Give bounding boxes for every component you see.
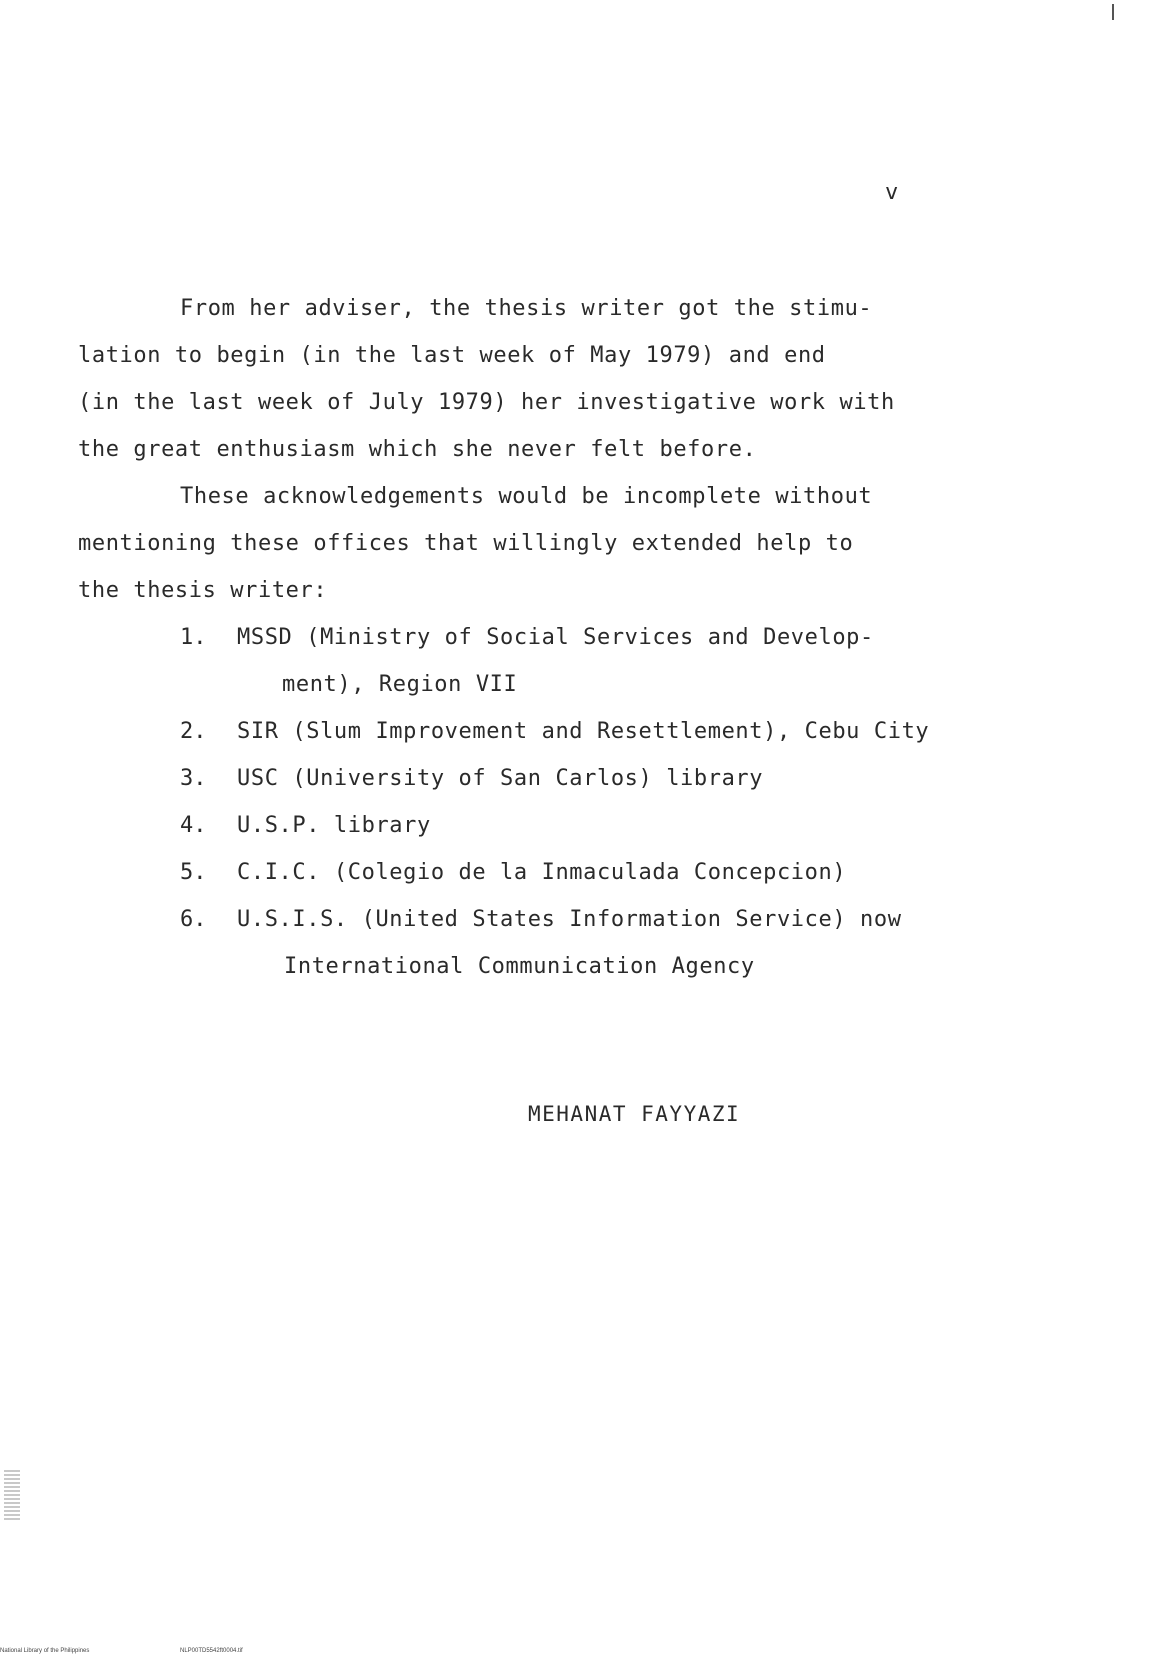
footer-source: National Library of the Philippines	[0, 1648, 90, 1654]
list-item-text: MSSD (Ministry of Social Services and Develop-	[237, 625, 874, 650]
paragraph-line: (in the last week of July 1979) her investigative work with	[78, 390, 895, 415]
author-signature: MEHANAT FAYYAZI	[528, 1102, 741, 1126]
footer-filename: NLP00TD5542ft0004.tif	[180, 1648, 243, 1654]
list-item-text: U.S.P. library	[237, 813, 431, 838]
list-item-text: C.I.C. (Colegio de la Inmaculada Concepcion)	[237, 860, 847, 885]
paragraph-line: mentioning these offices that willingly extended help to	[78, 531, 854, 556]
list-item-text: ment), Region VII	[282, 672, 518, 697]
paragraph-line: the thesis writer:	[78, 578, 328, 603]
paragraph-line: These acknowledgements would be incomplete without	[180, 484, 873, 509]
scan-edge-mark	[1112, 4, 1114, 20]
list-item-text: SIR (Slum Improvement and Resettlement), Cebu City	[237, 719, 930, 744]
list-item-number: 4.	[180, 813, 207, 838]
paragraph-line: the great enthusiasm which she never felt before.	[78, 437, 757, 462]
list-item-text: U.S.I.S. (United States Information Service) now	[237, 907, 902, 932]
list-item-text: International Communication Agency	[284, 954, 755, 979]
list-item-number: 6.	[180, 907, 207, 932]
page-number: v	[885, 180, 899, 205]
list-item-text: USC (University of San Carlos) library	[237, 766, 764, 791]
scan-speckle	[4, 1470, 20, 1520]
paragraph-line: lation to begin (in the last week of May 1979) and end	[78, 343, 826, 368]
list-item-number: 1.	[180, 625, 207, 650]
list-item-number: 2.	[180, 719, 207, 744]
list-item-number: 5.	[180, 860, 207, 885]
paragraph-line: From her adviser, the thesis writer got the stimu-	[180, 296, 873, 321]
list-item-number: 3.	[180, 766, 207, 791]
